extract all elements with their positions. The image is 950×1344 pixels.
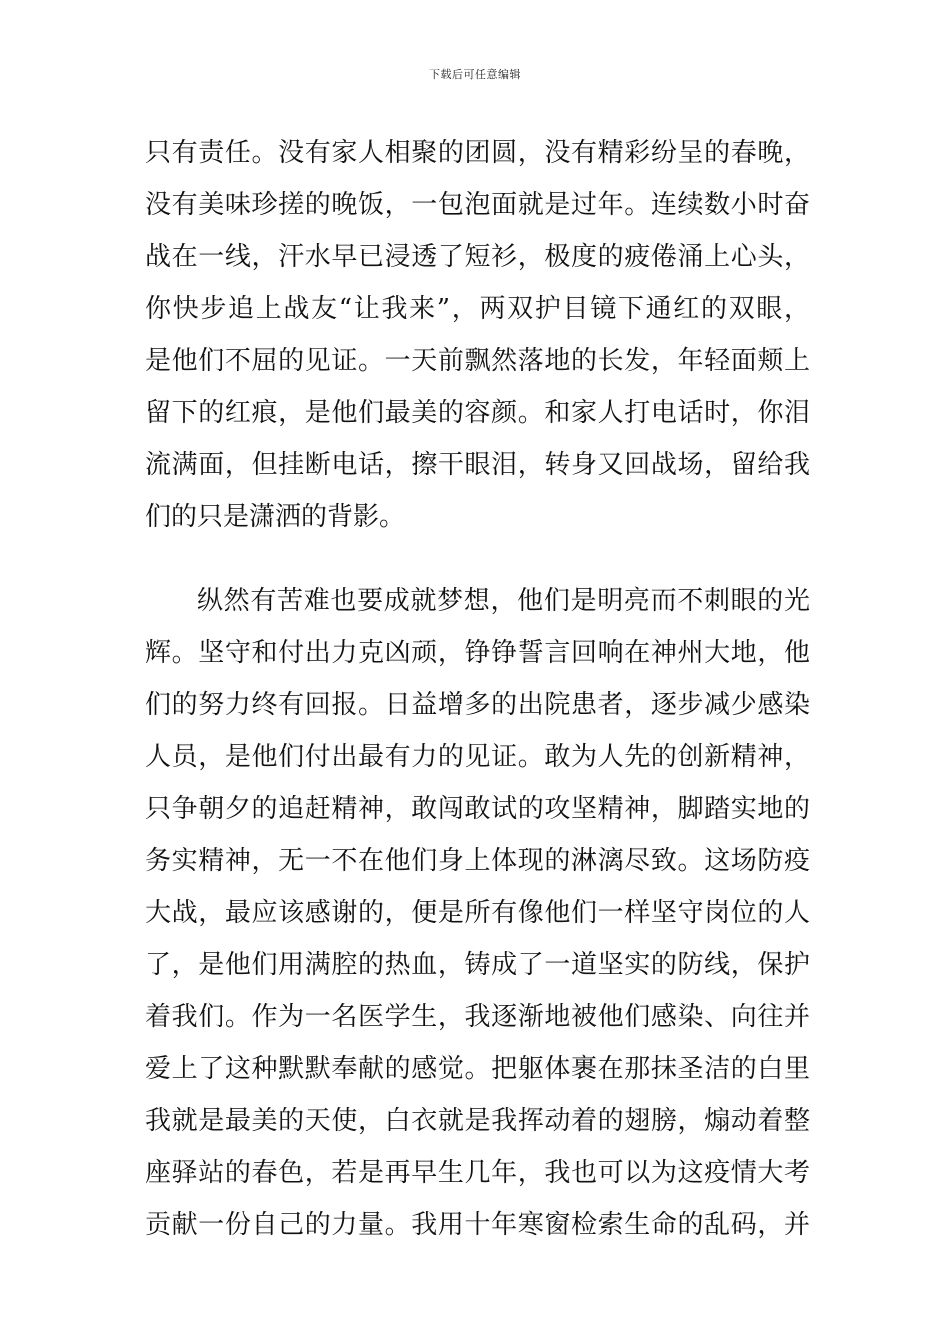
text-line: 爱上了这种默默奉献的感觉。把躯体裹在那抹圣洁的白里: [145, 1054, 810, 1084]
text-line: 我就是最美的天使，白衣就是我挥动着的翅膀，煽动着整: [145, 1106, 810, 1136]
text-line: 只有责任。没有家人相聚的团圆，没有精彩纷呈的春晚，: [145, 138, 810, 168]
paragraph-2: [145, 575, 810, 1251]
text-line: 大战，最应该感谢的，便是所有像他们一样坚守岗位的人: [145, 898, 810, 928]
text-line: 流满面，但挂断电话，擦干眼泪，转身又回战场，留给我: [145, 450, 810, 480]
text-line: 座驿站的春色，若是再早生几年，我也可以为这疫情大考: [145, 1158, 810, 1188]
text-line: 人员，是他们付出最有力的见证。敢为人先的创新精神，: [145, 742, 810, 772]
text-line: 务实精神，无一不在他们身上体现的淋漓尽致。这场防疫: [145, 846, 810, 876]
paragraph-1: [145, 127, 810, 543]
text-line: 战在一线，汗水早已浸透了短衫，极度的疲倦涌上心头，: [145, 242, 810, 272]
text-line: 着我们。作为一名医学生，我逐渐地被他们感染、向往并: [145, 1002, 810, 1032]
text-line: 你快步追上战友“让我来”，两双护目镜下通红的双眼，: [145, 294, 810, 324]
text-line: 留下的红痕，是他们最美的容颜。和家人打电话时，你泪: [145, 398, 810, 428]
text-line: 了，是他们用满腔的热血，铸成了一道坚实的防线，保护: [145, 950, 810, 980]
text-line: 贡献一份自己的力量。我用十年寒窗检索生命的乱码，并: [145, 1210, 810, 1240]
text-line: 们的努力终有回报。日益增多的出院患者，逐步减少感染: [145, 690, 810, 720]
text-line: 辉。坚守和付出力克凶顽，铮铮誓言回响在神州大地，他: [145, 638, 810, 668]
text-line: 纵然有苦难也要成就梦想，他们是明亮而不刺眼的光: [197, 586, 810, 616]
text-line: 是他们不屈的见证。一天前飘然落地的长发，年轻面颊上: [145, 346, 810, 376]
text-line: 没有美味珍搓的晚饭，一包泡面就是过年。连续数小时奋: [145, 190, 810, 220]
text-line: 们的只是潇洒的背影。: [145, 502, 406, 532]
text-line: 只争朝夕的追赶精神，敢闯敢试的攻坚精神，脚踏实地的: [145, 794, 810, 824]
header-note: 下载后可任意编辑: [429, 68, 521, 81]
